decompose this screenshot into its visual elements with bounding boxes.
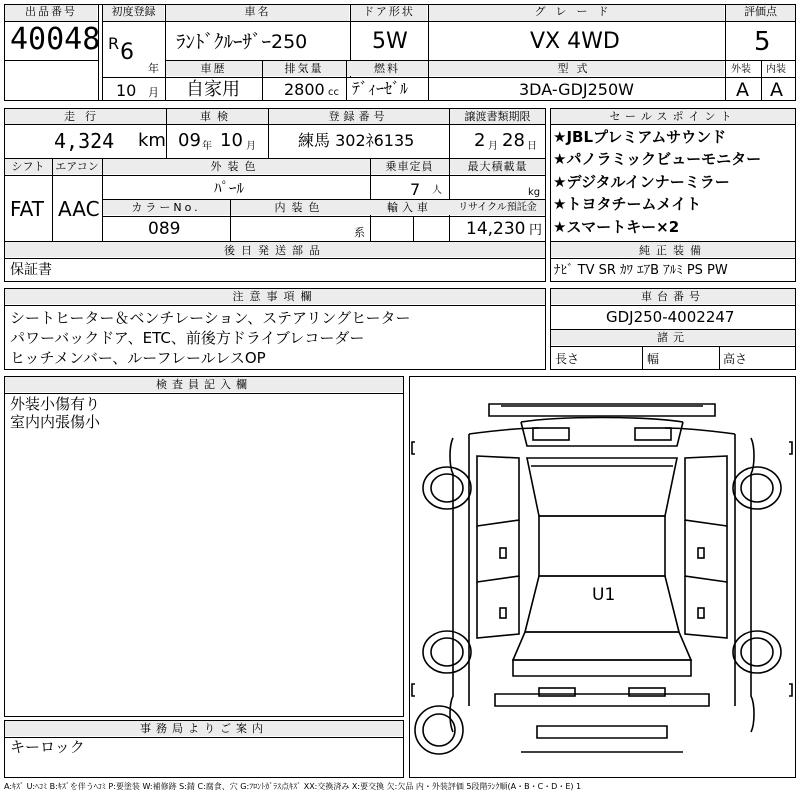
car-name-label: 車名 — [244, 5, 271, 18]
transfer-day-suffix: 日 — [527, 141, 537, 152]
inspection-label: 車検 — [200, 110, 234, 123]
notes-line: シートヒーター＆ベンチレーション、ステアリングヒーター — [10, 309, 411, 327]
length-label: 長さ — [555, 352, 580, 366]
aircon-value: AAC — [58, 197, 100, 221]
capacity-value: 7 — [410, 180, 421, 199]
displacement-value: 2800 — [284, 80, 325, 99]
shift-value: FAT — [10, 197, 45, 221]
mileage-label: 走行 — [64, 110, 106, 123]
exterior-label: 外装 — [731, 64, 751, 75]
office-label: 事務局よりご案内 — [140, 722, 268, 735]
chassis-value: GDJ250-4002247 — [606, 308, 735, 326]
car-name: ﾗﾝﾄﾞｸﾙｰｻﾞｰ250 — [176, 31, 308, 53]
recycle-unit: 円 — [529, 223, 543, 238]
ext-color-label: 外装色 — [210, 160, 262, 173]
doors-label: ドア形状 — [363, 5, 415, 18]
grade-value: VX 4WD — [530, 29, 620, 54]
color-no-value: 089 — [148, 219, 181, 239]
capacity-label: 乗車定員 — [385, 160, 434, 173]
first-registration-label: 初度登録 — [111, 5, 156, 18]
legend: A:ｷｽﾞ U:ﾍｺﾐ B:ｷｽﾞを伴うﾍｺﾐ P:要塗装 W:補修跡 S:錆 C:腐食、穴 G:ﾌﾛﾝﾄｶﾞﾗｽ点ｷｽﾞ XX:交換済み X:要交換 欠:欠品 内・外装評価 5段階ﾗﾝｸ順(A・B・C・D・E) 1 — [4, 782, 582, 791]
transfer-deadline-label: 譲渡書類期限 — [464, 110, 531, 123]
grade-label: グレード — [534, 5, 619, 18]
import-label: 輸入車 — [387, 201, 432, 214]
transfer-month-suffix: 月 — [488, 141, 498, 152]
damage-mark: U1 — [592, 585, 616, 605]
inspector-label: 検査員記入欄 — [156, 378, 252, 391]
recycle-label: リサイクル預託金 — [458, 202, 537, 213]
history-label: 車歴 — [200, 62, 227, 75]
int-color-suffix: 系 — [354, 226, 365, 239]
era-year: 6 — [120, 40, 134, 65]
later-parts-value: 保証書 — [10, 262, 52, 278]
capacity-unit: 人 — [432, 185, 442, 196]
inspection-month: 10 — [220, 130, 243, 151]
inspector-line: 室内内張傷小 — [10, 413, 101, 431]
ext-color-value: ﾊﾟｰﾙ — [214, 179, 245, 197]
sales-point-item: ★トヨタチームメイト — [553, 195, 702, 213]
lot-number: 40048 — [10, 22, 101, 57]
max-load-unit: kg — [528, 187, 541, 198]
office-value: キーロック — [10, 738, 85, 756]
notes-line: パワーバックドア、ETC、前後方ドライブレコーダー — [10, 329, 365, 347]
doors-value: 5W — [372, 29, 408, 54]
recycle-value: 14,230 — [466, 219, 526, 239]
era-letter: R — [108, 34, 120, 53]
lot-number-label: 出品番号 — [25, 5, 77, 18]
sales-points-label: セールスポイント — [609, 110, 737, 123]
model-code-label: 型式 — [557, 62, 596, 75]
mileage-unit: km — [138, 130, 166, 151]
width-label: 幅 — [647, 352, 660, 366]
first-reg-month: 10 — [116, 81, 137, 100]
color-no-label: カラーNo. — [131, 201, 201, 214]
sales-point-item: ★パノラミックビューモニター — [553, 150, 762, 168]
interior-label: 内装 — [766, 64, 786, 75]
dims-label: 諸元 — [657, 331, 689, 344]
score-label: 評価点 — [744, 5, 777, 18]
max-load-label: 最大積載量 — [467, 160, 528, 173]
displacement-label: 排気量 — [284, 62, 324, 75]
sales-point-item: ★JBLプレミアムサウンド — [553, 128, 727, 146]
fuel-label: 燃料 — [374, 62, 400, 75]
later-parts-label: 後日発送部品 — [224, 244, 326, 257]
displacement-unit: cc — [328, 87, 339, 98]
sales-point-item: ★スマートキー×2 — [553, 218, 680, 236]
model-code-value: 3DA-GDJ250W — [519, 80, 634, 99]
equipment-value: ﾅﾋﾞ TV SR ｶﾜ ｴｱB ｱﾙﾐ PS PW — [554, 263, 728, 278]
registration-label: 登録番号 — [328, 110, 389, 123]
transfer-month: 2 — [474, 130, 486, 151]
chassis-label: 車台番号 — [641, 290, 705, 303]
interior-grade: A — [770, 79, 783, 101]
equipment-label: 純正装備 — [639, 244, 707, 257]
month-suffix: 月 — [148, 86, 159, 99]
inspection-year-suffix: 年 — [202, 141, 212, 152]
registration-value: 練馬 302ﾈ6135 — [298, 131, 415, 150]
mileage-value: 4,324 — [54, 129, 115, 153]
int-color-label: 内装色 — [274, 201, 326, 214]
notes-line: ヒッチメンバー、ルーフレールレスOP — [10, 349, 266, 367]
score-value: 5 — [754, 27, 771, 57]
inspector-line: 外装小傷有り — [10, 395, 101, 413]
height-label: 高さ — [723, 352, 748, 366]
notes-label: 注意事項欄 — [232, 290, 318, 303]
shift-label: シフト — [11, 160, 45, 173]
transfer-day: 28 — [502, 130, 525, 151]
car-diagram — [409, 376, 796, 778]
history-value: 自家用 — [186, 79, 240, 100]
year-suffix: 年 — [148, 62, 159, 75]
fuel-value: ﾃﾞｨｰｾﾞﾙ — [352, 79, 409, 98]
exterior-grade: A — [736, 79, 749, 101]
sales-point-item: ★デジタルインナーミラー — [553, 173, 730, 191]
aircon-label: エアコン — [55, 160, 99, 173]
inspection-year: 09 — [178, 130, 201, 151]
inspection-month-suffix: 月 — [246, 141, 256, 152]
